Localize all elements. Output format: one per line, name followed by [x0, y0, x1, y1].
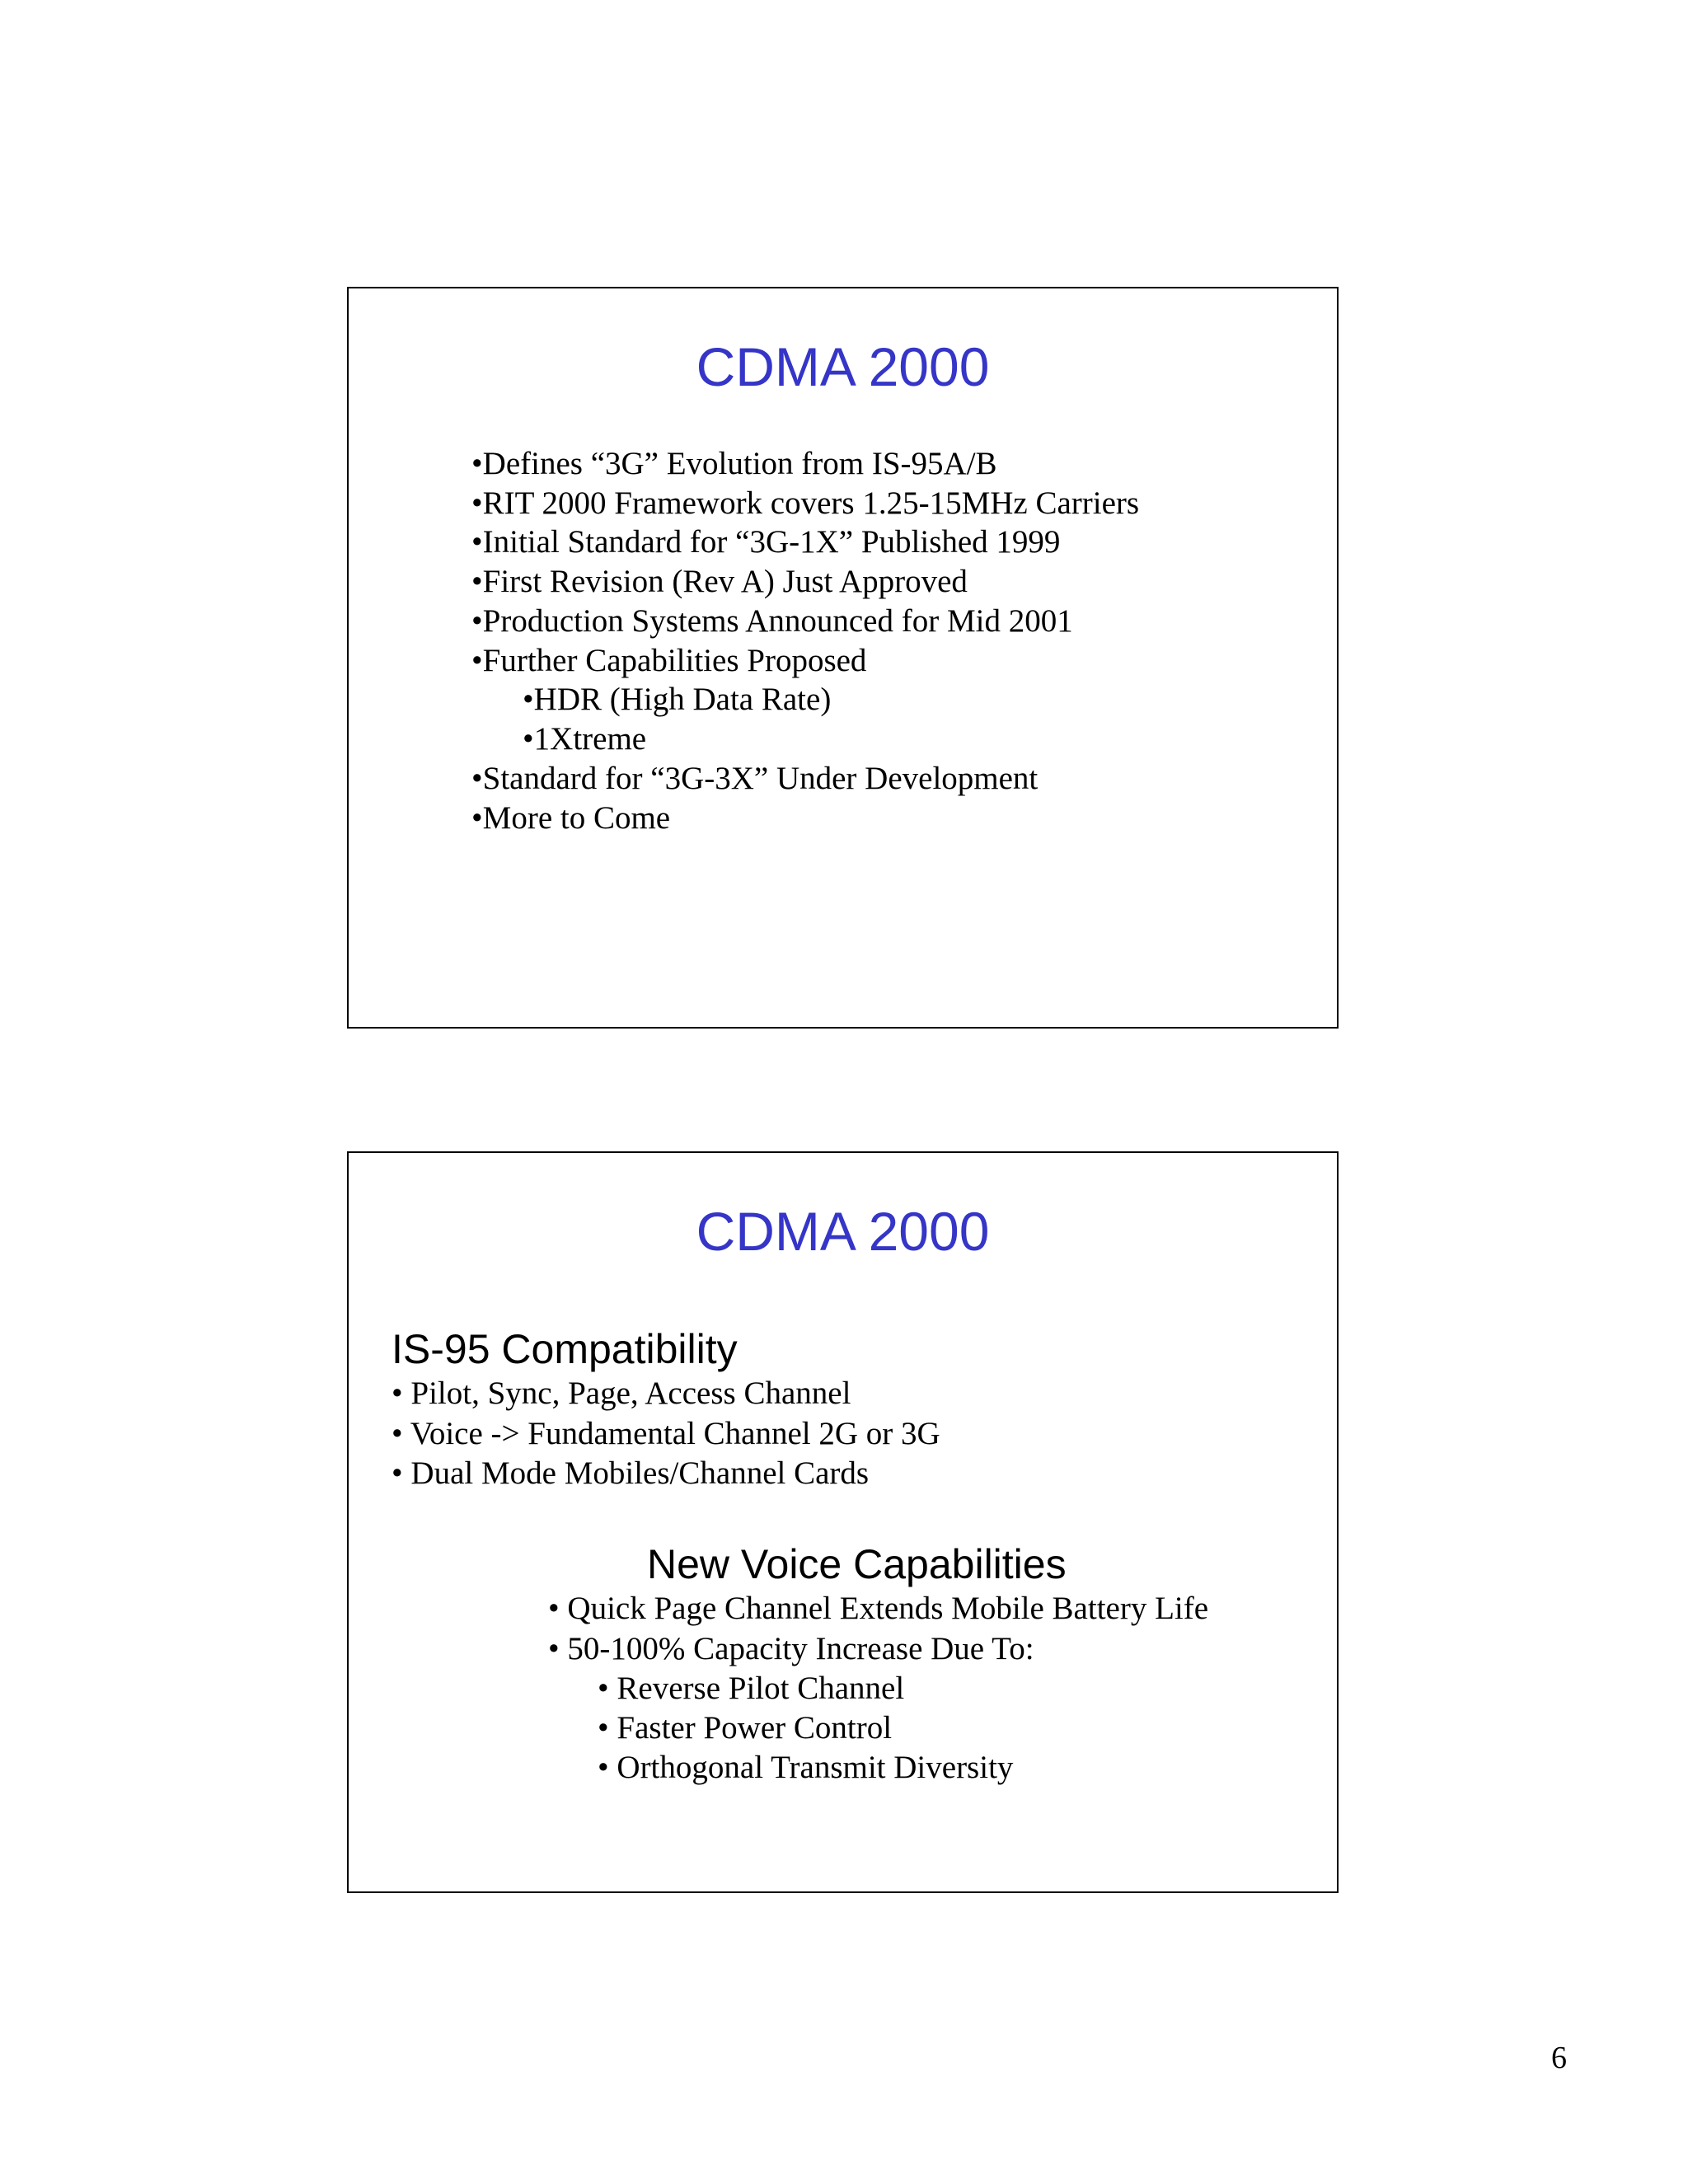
- bullet-item: • Quick Page Channel Extends Mobile Battery Life: [548, 1591, 1209, 1626]
- bullet-item: •Initial Standard for “3G-1X” Published 1999: [471, 524, 1061, 560]
- bullet-item: • Dual Mode Mobiles/Channel Cards: [392, 1455, 870, 1491]
- bullet-item: • Pilot, Sync, Page, Access Channel: [392, 1376, 851, 1411]
- sub-bullet-item: •HDR (High Data Rate): [523, 682, 832, 717]
- sub-bullet-item: • Faster Power Control: [598, 1710, 893, 1746]
- slide-cdma2000-compatibility: [347, 1151, 1339, 1893]
- slide-cdma2000-overview: [347, 287, 1339, 1029]
- bullet-item: •Production Systems Announced for Mid 2001: [471, 603, 1073, 639]
- page-number: 6: [1551, 2041, 1567, 2075]
- slide-title: CDMA 2000: [696, 1201, 990, 1262]
- bullet-item: •Further Capabilities Proposed: [471, 643, 867, 678]
- bullet-item: •Standard for “3G-3X” Under Development: [471, 761, 1039, 796]
- bullet-item: •Defines “3G” Evolution from IS-95A/B: [471, 446, 997, 481]
- bullet-item: • Voice -> Fundamental Channel 2G or 3G: [392, 1416, 940, 1451]
- sub-bullet-item: •1Xtreme: [523, 721, 647, 757]
- bullet-item: •First Revision (Rev A) Just Approved: [471, 564, 968, 599]
- bullet-item: •More to Come: [471, 800, 671, 836]
- section-heading-new-voice-capabilities: New Voice Capabilities: [647, 1541, 1067, 1587]
- slide-title: CDMA 2000: [696, 336, 990, 397]
- bullet-item: •RIT 2000 Framework covers 1.25-15MHz Carriers: [471, 485, 1140, 521]
- section-heading-is95-compatibility: IS-95 Compatibility: [392, 1326, 738, 1372]
- sub-bullet-item: • Orthogonal Transmit Diversity: [598, 1750, 1014, 1785]
- bullet-item: • 50-100% Capacity Increase Due To:: [548, 1631, 1034, 1666]
- sub-bullet-item: • Reverse Pilot Channel: [598, 1671, 905, 1706]
